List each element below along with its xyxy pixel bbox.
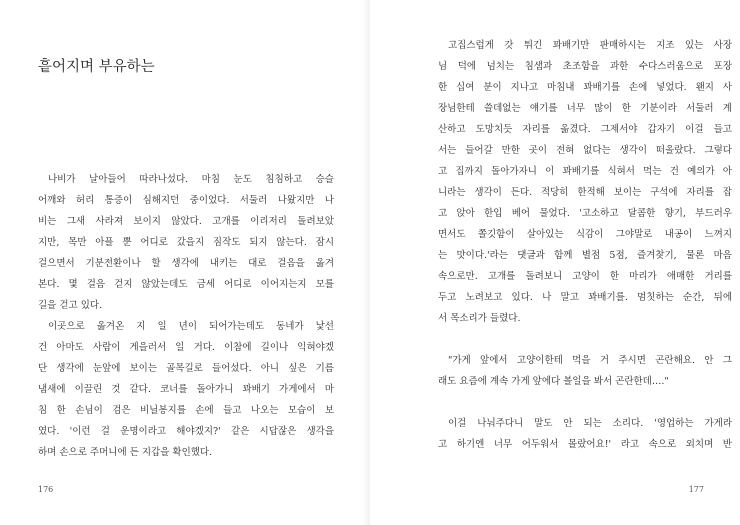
text-line: 서 목소리가 들렸다. xyxy=(438,313,521,324)
page-number: 176 xyxy=(38,485,54,494)
text-line: 이걸 나눠주다니 말도 안 되는 소리다. '영업하는 가게라 xyxy=(448,418,732,429)
text-line: 길을 걷고 있다. xyxy=(38,300,103,311)
text-line: 였다. '이런 걸 운명이라고 해야겠지?' 같은 시답잖은 생각을 xyxy=(38,426,334,437)
text-line: 본다. 몇 걸음 걷지 않았는데도 금세 어디로 이어지는지 모를 xyxy=(38,279,334,290)
text-line: 서는 들어갈 만한 곳이 전혀 없다는 생각이 떠올랐다. 그렇다 xyxy=(438,145,732,156)
text-line: 하며 손으로 주머니에 든 지갑을 확인했다. xyxy=(38,447,213,458)
dialogue-line: 래도 요즘에 계속 가게 앞에다 볼일을 봐서 곤란한데…." xyxy=(438,376,669,387)
text-line: 비는 그새 사라져 보이지 않았다. 고개를 이리저리 돌려보았 xyxy=(38,216,334,227)
text-line: 님 덕에 넘치는 침샘과 초조함을 과한 수다스러움으로 포장 xyxy=(438,61,732,72)
text-line: 고 하기엔 너무 어두워서 몰랐어요!' 라고 속으로 외치며 반 xyxy=(438,439,732,450)
text-line: 두고 노려보고 있다. 나 말고 꽈배기를. 멈칫하는 순간, 뒤에 xyxy=(438,292,732,303)
left-body-text xyxy=(38,169,334,463)
text-line: 지만, 목만 아플 뿐 어디로 갔을지 짐작도 되지 않는다. 잠시 xyxy=(38,237,334,248)
text-line: 고집스럽게 갓 튀긴 꽈배기만 판매하시는 지조 있는 사장 xyxy=(448,40,732,51)
text-line: 걸으면서 기분전환이나 할 생각에 내키는 대로 걸음을 옮겨 xyxy=(38,258,334,269)
text-line: 고 집까지 돌아가자니 이 꽈배기를 식혀서 먹는 건 예의가 아 xyxy=(438,166,732,177)
text-line: 는 맛이다.'라는 댓글과 함께 별점 5점, 즐겨찾기, 물론 마음 xyxy=(438,250,732,261)
text-line: 속으로만. 고개를 돌려보니 고양이 한 마리가 애매한 거리를 xyxy=(438,271,732,282)
chapter-title: 흩어지며 부유하는 xyxy=(38,59,155,75)
right-page xyxy=(370,0,740,525)
text-line: 면서도 쫄깃함이 살아있는 식감이 그야말로 내공이 느껴지 xyxy=(438,229,732,240)
text-line: 이곳으로 옮겨온 지 일 년이 되어가는데도 동네가 낯선 xyxy=(48,321,334,332)
dialogue-line: "가게 앞에서 고양이한테 먹을 거 주시면 곤란해요. 안 그 xyxy=(448,355,732,366)
page-number: 177 xyxy=(688,485,704,494)
text-line: 한 십여 분이 지나고 마침내 꽈배기를 손에 넣었다. 왠지 사 xyxy=(438,82,732,93)
text-line: 장님한테 쓸데없는 얘기를 너무 많이 한 기분이라 서둘러 계 xyxy=(438,103,732,114)
text-line: 고 앉아 한입 베어 물었다. '고소하고 달콤한 향기, 부드러우 xyxy=(438,208,732,219)
text-line: 건 아마도 사람이 게을러서 일 거다. 이참에 길이나 익혀야겠 xyxy=(38,342,334,353)
text-line: 산하고 도망치듯 자리를 옮겼다. 그제서야 갑자기 이걸 들고 xyxy=(438,124,732,135)
right-body-text xyxy=(438,35,732,455)
text-line: 단 생각에 눈앞에 보이는 골목길로 들어섰다. 아니 싶은 기름 xyxy=(38,363,334,374)
text-line: 니라는 생각이 든다. 적당히 한적해 보이는 구석에 자리를 잡 xyxy=(438,187,732,198)
text-line: 침 한 손님이 검은 비닐봉지를 손에 들고 나오는 모습이 보 xyxy=(38,405,334,416)
text-line: 나비가 날아들어 따라나섰다. 마침 눈도 침침하고 승슬 xyxy=(48,174,334,185)
text-line: 어깨와 허리 통증이 심해지던 중이었다. 서둘러 나왔지만 나 xyxy=(38,195,334,206)
text-line: 냄새에 이끌린 것 같다. 코너를 돌아가니 꽈배기 가게에서 마 xyxy=(38,384,334,395)
